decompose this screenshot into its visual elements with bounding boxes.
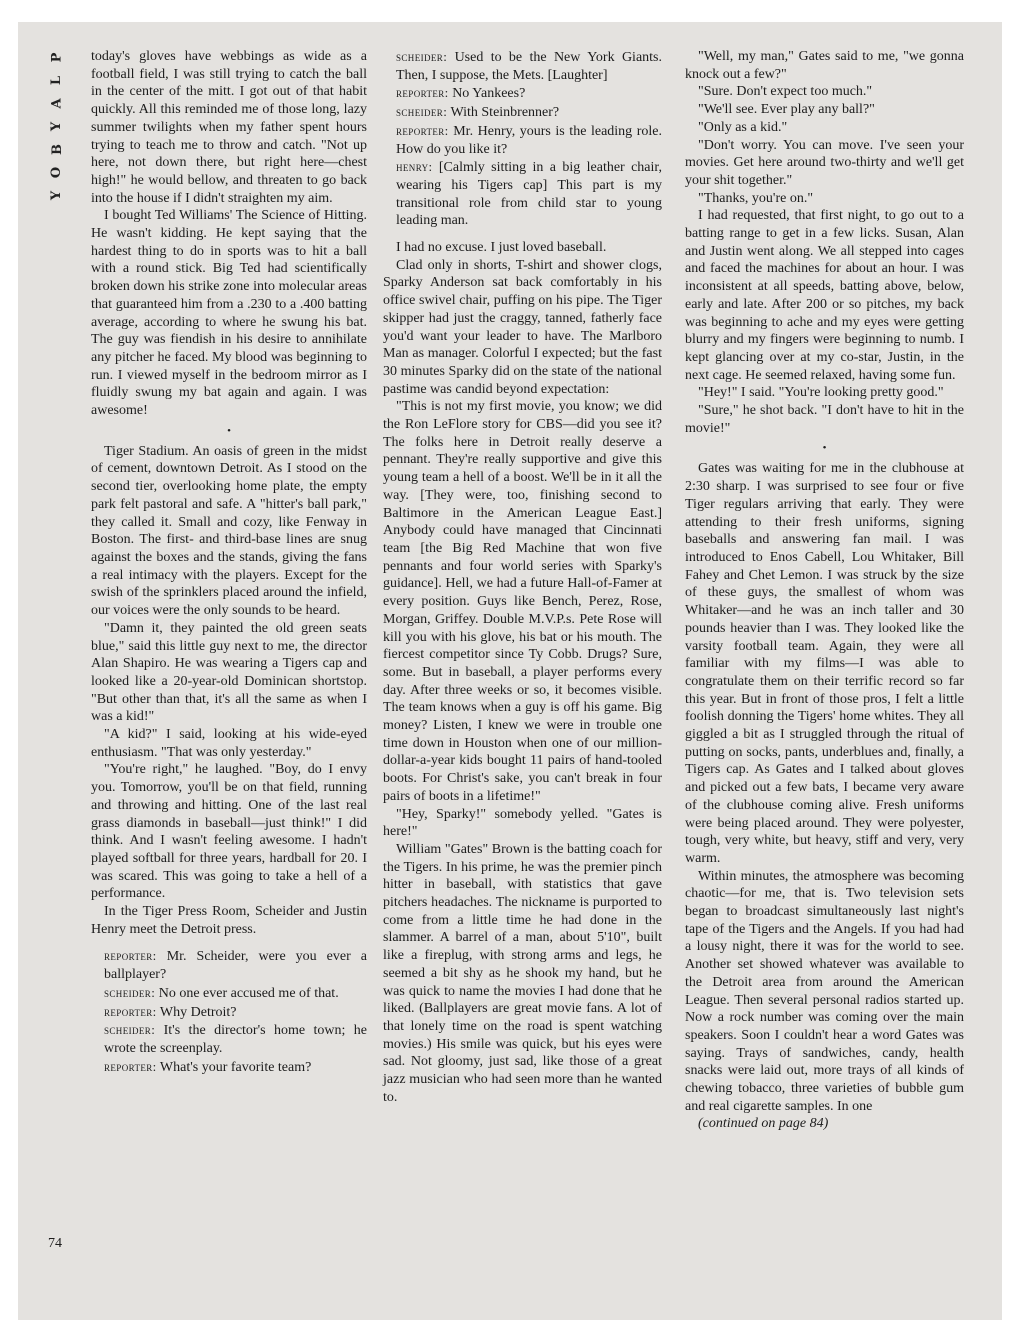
paragraph: William "Gates" Brown is the batting coach for the Tigers. In his prime, he was the premier pinch hitter in baseball, with statistics that gave pitchers headaches. The nickname is purported to come from a little time he had done in the slammer. A barrel of a man, about 5'10", built like a fireplug, with strong arms and legs, he seemed a bit shy as he shook my hand, but he was quick to name the movies I had done that he liked. (Ballplayers are great movie fans. A lot of that lonely time on the road is spent watching movies.) His smile was quick, but his eyes were sad. Not gloomy, just sad, like those of a great jazz musician who had seen more than he wanted to. [383, 841, 662, 1105]
magazine-page [18, 22, 1002, 1320]
paragraph: I had requested, that first night, to go out to a batting range to get in a few licks. Susan, Alan and Justin went along. We all stepped into cages and faced the machines for about an hour. I was inconsistent at all speeds, batting above, below, early and late. After 200 or so pitches, my back was beginning to ache and my eyes were getting blurry and my fingers were beginning to numb. I kept glancing over at my co-star, Justin, in the next cage. He seemed relaxed, having some fun. [685, 208, 964, 383]
paragraph: I had no excuse. I just loved baseball. [396, 240, 607, 256]
interview-line [91, 1021, 367, 1057]
paragraph: "Hey, Sparky!" somebody yelled. "Gates is here!" [383, 806, 662, 840]
interview-line [91, 1058, 367, 1077]
paragraph: Clad only in shorts, T-shirt and shower clogs, Sparky Anderson sat back comfortably in his office swivel chair, puffing on his pipe. The Tiger skipper had just the craggy, tanned, fatherly face you'd want your leader to have. The Marlboro Man as manager. Colorful I expected; but the fast 30 minutes Sparky did on the state of the national pastime was candid beyond expectation: [383, 257, 662, 397]
speaker-label: reporter: [396, 85, 449, 101]
interview-line [383, 103, 662, 122]
paragraph: "A kid?" I said, looking at his wide-eyed enthusiasm. "That was only yesterday." [91, 727, 367, 760]
paragraph: "Only as a kid." [698, 119, 788, 135]
paragraph: I bought Ted Williams' The Science of Hitting. He wasn't kidding. He kept saying that the hardest thing to do in sports was to hit a ball with a round stick. Big Ted had scientifically broken down his strike zone into molecular areas that guaranteed him from a .230 to a .400 batting average, according to where he swung his bat. The guy was fiendish in his desire to annihilate any pitcher he faced. My blood was beginning to run. I viewed myself in the bedroom mirror as I fluidly swung my bat again and again. I was awesome! [91, 208, 367, 419]
speaker-label: scheider: [104, 1022, 156, 1038]
page-number: 74 [48, 1236, 62, 1251]
article-column-1 [91, 48, 367, 1076]
interview-text: Used to be the New York Giants. Then, I suppose, the Mets. [Laughter] [396, 50, 662, 83]
article-column-3 [685, 48, 964, 1133]
masthead-letter: P [49, 52, 65, 63]
paragraph: "Sure," he shot back. "I don't have to hit in the movie!" [685, 403, 964, 436]
continued-notice: (continued on page 84) [698, 1116, 829, 1132]
paragraph: "Thanks, you're on." [698, 190, 814, 206]
section-break-bullet: • [822, 442, 827, 455]
paragraph: Tiger Stadium. An oasis of green in the midst of cement, downtown Detroit. As I stood on the second tier, overlooking home plate, the empty park felt pastoral and safe. A "hitter's ball park," they called it. Small and cozy, like Fenway in Boston. The first- and third-base lines are snug against the boxes and the stands, giving the fans a real intimacy with the players. Except for the swish of the sprinklers placed around the infield, our voices were the only sounds to be heard. [91, 443, 367, 619]
interview-text: No Yankees? [448, 86, 526, 102]
playboy-masthead [45, 46, 69, 207]
masthead-letter: Y [49, 190, 65, 201]
interview-line [91, 1003, 367, 1022]
masthead-letter: B [49, 144, 65, 155]
speaker-label: scheider: [396, 49, 448, 64]
paragraph: "Damn it, they painted the old green seats blue," said this little guy next to me, the director Alan Shapiro. He was wearing a Tigers cap and looked like a 20-year-old Dominican shortstop. "But other than that, it's all the same as when I was a kid!" [91, 620, 367, 725]
speaker-label: scheider: [104, 984, 156, 1000]
interview-text: It's the director's home town; he wrote the screenplay. [104, 1023, 367, 1056]
masthead-letter: Y [49, 121, 65, 132]
paragraph: today's gloves have webbings as wide as a football field, I was still trying to catch the ball in the center of the mitt. I got out of that habit quickly. All this reminded me of those long, lazy summer twilights when my father spent hours trying to teach me to throw and catch. "Not up here, not down there, but right here—chest high!" he would bellow, and threaten to go back into the house if I didn't straighten my aim. [91, 49, 367, 206]
section-break-bullet: • [227, 424, 231, 437]
interview-text: Why Detroit? [156, 1004, 237, 1020]
speaker-label: reporter: [104, 948, 157, 964]
paragraph: "Sure. Don't expect too much." [698, 84, 873, 100]
interview-line [383, 158, 662, 230]
interview-line [383, 48, 662, 84]
paragraph: "We'll see. Ever play any ball?" [698, 102, 875, 118]
interview-line [91, 947, 367, 983]
paragraph: Gates was waiting for me in the clubhouse at 2:30 sharp. I was surprised to see four or five Tiger regulars arriving that early. They were attending to their fresh uniforms, signing baseballs and answering fan mail. I was introduced to Enos Cabell, Lou Whitaker, Bill Fahey and Chet Lemon. I was struck by the size of these guys, the smallest of whom was Whitaker—and he was an inch taller and 30 pounds heavier than I was. They looked like the varsity football team. Again, they were all familiar with my films—I was able to congratulate them on their terrific record so far this year. But in front of those pros, I felt a little foolish donning the Tigers' home whites. They all giggled a bit as I struggled through the ritual of putting on socks, pants, underblues and, finally, a Tigers cap. As Gates and I talked about gloves and picked out a few bats, I became very aware of the clubhouse coming alive. Fresh uniforms were being placed around. They were polyester, tough, very white, but heavy, stiff and very, very warm. [685, 461, 964, 866]
interview-text: What's your favorite team? [156, 1059, 312, 1075]
interview-text: No one ever accused me of that. [155, 985, 339, 1001]
interview-text: With Steinbrenner? [447, 105, 560, 121]
masthead-letter: A [49, 98, 65, 109]
masthead-letter: O [49, 166, 65, 179]
paragraph: "Hey!" I said. "You're looking pretty good." [698, 385, 944, 401]
paragraph: In the Tiger Press Room, Scheider and Justin Henry meet the Detroit press. [91, 904, 367, 937]
speaker-label: henry: [396, 159, 433, 175]
paragraph: Within minutes, the atmosphere was becoming chaotic—for me, that is. Two television sets began to broadcast simultaneously last night's tape of the Tigers and the Angels. If you had had a lousy night, there it was for the world to see. Another set showed whatever was available to the Detroit area from around the American League. Then several personal radios started up. Now a rock number was coming over the main speakers. Soon I couldn't hear a word Gates was saying. Trays of sandwiches, candy, health snacks were laid out, more trays of all kinds of chewing tobacco, three varieties of bubble gum and real cigarette samples. In one [685, 868, 964, 1114]
paragraph: "Well, my man," Gates said to me, "we gonna knock out a few?" [685, 49, 964, 82]
speaker-label: reporter: [396, 122, 449, 138]
interview-text: Mr. Scheider, were you ever a ballplayer? [104, 949, 367, 983]
interview-text: [Calmly sitting in a big leather chair, wearing his Tigers cap] This part is my transitional role from child star to young leading man. [396, 160, 662, 229]
interview-line [91, 984, 367, 1003]
interview-line [383, 122, 662, 158]
masthead-letter: L [49, 75, 65, 86]
paragraph: "This is not my first movie, you know; we did the Ron LeFlore story for CBS—did you see it? The folks here in Detroit really deserve a pennant. They're really supportive and give this young team a hell of a boost. We'll be in it all the way. [They were, too, finishing second to Baltimore in the American League East.] Anybody could have managed that Cincinnati team [the Big Red Machine that won five pennants and four world series with Sparky's guidance]. Hell, we had a future Hall-of-Famer at every position. Guys like Bench, Perez, Rose, Morgan, Griffey. Double M.V.P.s. Pete Rose will kill you with his glove, his bat or his mouth. The fiercest competitor since Ty Cobb. Drugs? Sure, some. But in baseball, a player performs every day. After three weeks or so, it becomes visible. The team knows when a guy is off his game. Big money? Listen, I knew we were in trouble one time down in Houston when one of our million-dollar-a-year kids bought 11 pairs of hand-tooled boots. For Christ's sake, you can't break in four pairs of boots in a lifetime!" [383, 399, 662, 804]
speaker-label: reporter: [104, 1058, 157, 1074]
interview-text: Mr. Henry, yours is the leading role. How do you like it? [396, 123, 662, 157]
paragraph: "You're right," he laughed. "Boy, do I envy you. Tomorrow, you'll be on that field, running and throwing and hitting. One of the last real grass diamonds in baseball—just think!" I did think. And I wasn't feeling awesome. I hadn't played softball for three years, hardball for 20. I was scared. This was going to take a hell of a performance. [91, 762, 367, 902]
article-column-2 [383, 48, 662, 1106]
interview-line [383, 84, 662, 103]
paragraph: "Don't worry. You can move. I've seen your movies. Get here around two-thirty and we'll get your shit together." [685, 137, 964, 188]
speaker-label: reporter: [104, 1003, 157, 1019]
speaker-label: scheider: [396, 104, 448, 120]
